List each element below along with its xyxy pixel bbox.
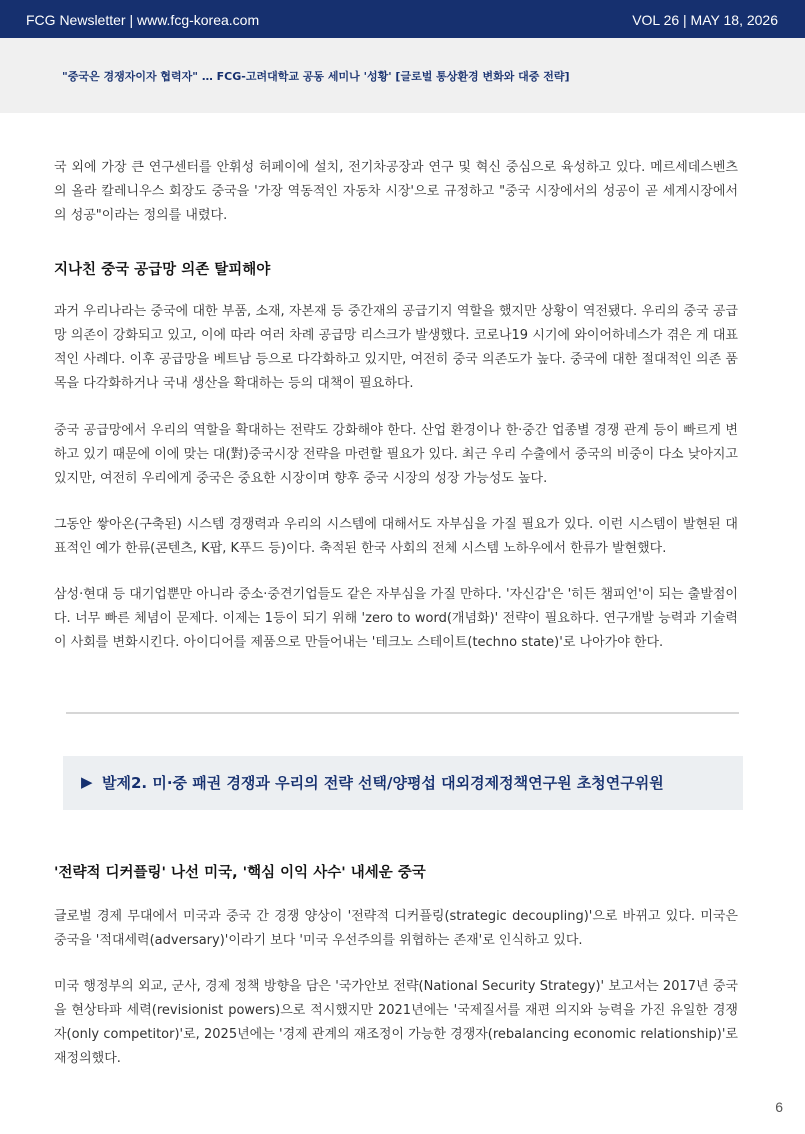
article-title: "중국은 경쟁자이자 협력자" … FCG-고려대학교 공동 세미나 '성황' [글로벌 통상환경 변화와 대중 전략] bbox=[62, 70, 570, 83]
newsletter-site-label: FCG Newsletter | www.fcg-korea.com bbox=[26, 12, 260, 28]
presentation-section-banner bbox=[63, 756, 743, 810]
paragraph-confidence: 삼성·현대 등 대기업뿐만 아니라 중소·중견기업들도 같은 자부심을 가질 만하다. '자신감'은 '히든 챔피언'이 되는 출발점이다. 너무 빠른 체념이 문제다. 이제는 1등이 되기 위해 'zero to word(개념화)' 전략이 필요하다. 연구개발 능력과 기술력이 사회를 변화시킨다. 아이디어를 제품으로 만들어내는 '테크노 스테이트(techno state)'로 나아가야 한다. bbox=[54, 587, 738, 650]
section-heading-supply-chain: 지나친 중국 공급망 의존 탈피해야 bbox=[54, 262, 271, 278]
section-divider bbox=[66, 712, 739, 714]
paragraph-decoupling: 글로벌 경제 무대에서 미국과 중국 간 경쟁 양상이 '전략적 디커플링(strategic decoupling)'으로 바뀌고 있다. 미국은 중국을 '적대세력(adversary)'이라기 보다 '미국 우선주의를 위협하는 존재'로 인식하고 있다. bbox=[54, 909, 738, 948]
paragraph-supply-chain: 과거 우리나라는 중국에 대한 부품, 소재, 자본재 등 중간재의 공급기지 역할을 했지만 상황이 역전됐다. 우리의 중국 공급망 의존이 강화되고 있고, 이에 따라 여러 차례 공급망 리스크가 발생했다. 코로나19 시기에 와이어하네스가 겪은 게 대표적인 사례다. 이후 공급망을 베트남 등으로 다각화하고 있지만, 여전히 중국 의존도가 높다. 중국에 대한 절대적인 의존 품목을 다각화하거나 국내 생산을 확대하는 등의 대책이 필요하다. bbox=[54, 304, 738, 391]
paragraph-china-strategy: 중국 공급망에서 우리의 역할을 확대하는 전략도 강화해야 한다. 산업 환경이나 한·중간 업종별 경쟁 관계 등이 빠르게 변하고 있기 때문에 이에 맞는 대(對)중국시장 전략을 마련할 필요가 있다. 최근 우리 수출에서 중국의 비중이 다소 낮아지고 있지만, 여전히 우리에게 중국은 중요한 시장이며 향후 중국 시장의 성장 가능성도 높다. bbox=[54, 423, 738, 486]
newsletter-header-bar bbox=[0, 0, 805, 38]
article-title-banner bbox=[0, 38, 805, 113]
section-heading-decoupling: '전략적 디커플링' 나선 미국, '핵심 이익 사수' 내세운 중국 bbox=[54, 865, 426, 881]
paragraph-nss-report: 미국 행정부의 외교, 군사, 경제 정책 방향을 담은 '국가안보 전략(National Security Strategy)' 보고서는 2017년 중국을 현상타파 세력(revisionist powers)으로 적시했지만 2021년에는 '국제질서를 재편 의지와 능력을 가진 유일한 경쟁자(only competitor)'로, 2025년에는 '경제 관계의 재조정이 가능한 경쟁자(rebalancing economic relationship)'로 재정의했다. bbox=[54, 979, 738, 1066]
triangle-right-icon: ▶ bbox=[81, 773, 93, 791]
paragraph-system-pride: 그동안 쌓아온(구축된) 시스템 경쟁력과 우리의 시스템에 대해서도 자부심을 가질 필요가 있다. 이런 시스템이 발현된 대표적인 예가 한류(콘텐츠, K팝, K푸드 등)이다. 축적된 한국 사회의 전체 시스템 노하우에서 한류가 발현했다. bbox=[54, 517, 738, 556]
page-number: 6 bbox=[775, 1099, 783, 1115]
presentation-section-title: 발제2. 미·중 패권 경쟁과 우리의 전략 선택/양평섭 대외경제정책연구원 초청연구위원 bbox=[102, 774, 664, 792]
paragraph-intro: 국 외에 가장 큰 연구센터를 안휘성 허페이에 설치, 전기차공장과 연구 및 혁신 중심으로 육성하고 있다. 메르세데스벤츠의 올라 칼레니우스 회장도 중국을 '가장 역동적인 자동차 시장'으로 규정하고 "중국 시장에서의 성공이 곧 세계시장에서의 성공"이라는 정의를 내렸다. bbox=[54, 160, 738, 223]
issue-date-label: VOL 26 | MAY 18, 2026 bbox=[632, 12, 778, 28]
